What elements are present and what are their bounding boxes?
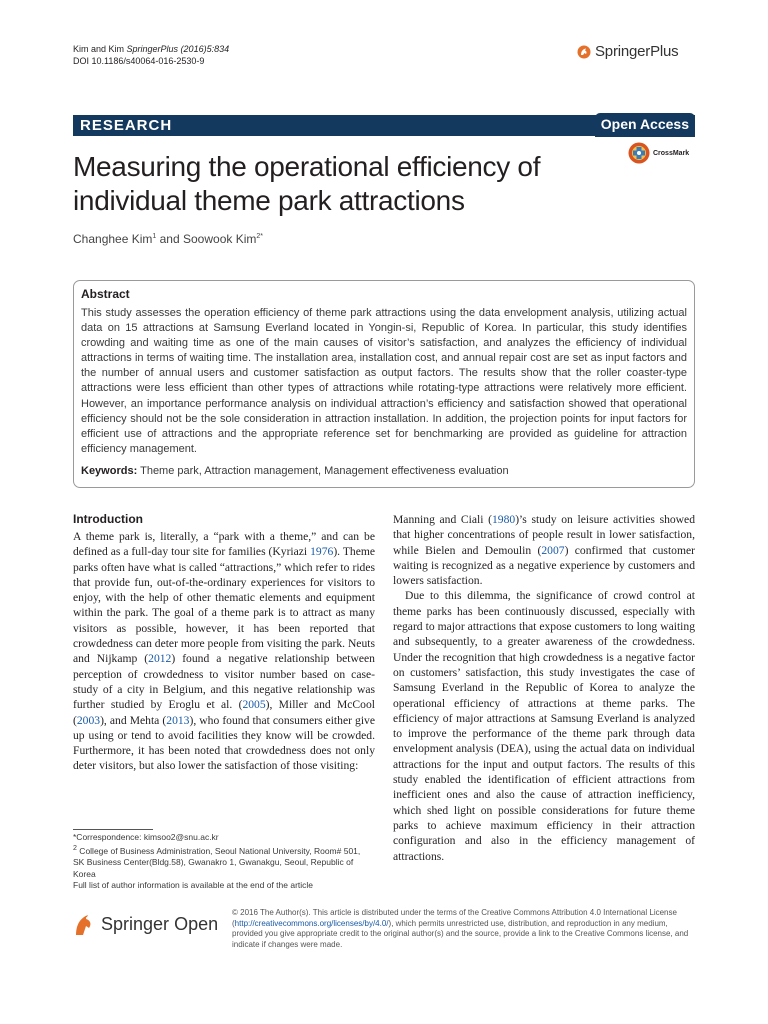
crossmark-badge[interactable] (628, 141, 689, 165)
springer-horse-icon (577, 45, 591, 59)
footnotes (73, 832, 373, 891)
springeropen-logo[interactable] (73, 911, 218, 937)
keywords-list: Theme park, Attraction management, Management effectiveness evaluation (137, 465, 509, 477)
citation-link[interactable]: 2005 (242, 698, 266, 712)
intro-text: ), Miller and McCool ( (73, 698, 375, 727)
open-access-badge: Open Access (595, 113, 695, 137)
intro-text: )’s study on leisure activities showed that higher concentrations of people result in lower satisfaction, while Bielen and Demoulin ( (393, 513, 695, 557)
springerplus-wordmark: SpringerPlus (595, 43, 679, 60)
citation-header (73, 43, 229, 67)
introduction-heading: Introduction (73, 512, 143, 526)
author-info-note: Full list of author information is available at the end of the article (73, 880, 314, 891)
citation-journal: SpringerPlus (2016)5:834 (126, 44, 230, 54)
affiliation (73, 843, 373, 880)
body-column-left (73, 529, 375, 774)
body-column-right (393, 512, 695, 864)
article-title: Measuring the operational efficiency of individual theme park attractions (73, 151, 541, 216)
intro-text: Manning and Ciali ( (393, 513, 492, 526)
citation-doi: DOI 10.1186/s40064-016-2530-9 (73, 56, 205, 66)
author-2[interactable]: Soowook Kim (183, 232, 257, 246)
citation-link[interactable]: 2003 (76, 713, 101, 727)
keywords-label: Keywords: (81, 465, 138, 477)
author-1-affiliation: 1 (152, 233, 157, 240)
citation-link[interactable]: 2013 (166, 713, 190, 727)
license-notice (232, 908, 694, 950)
wordmark-springer: Springer (101, 913, 170, 934)
author-1[interactable]: Changhee Kim (73, 232, 153, 246)
abstract-text: This study assesses the operation efficiency of theme park attractions using the data envelopment analysis, utilizing actual data on 15 attractions at Samsung Everland located in Yongin-si, Republic of Korea. In particular, this study identifies crowding and waiting time as one of the main causes of visitor’s satisfaction, and analyzes the efficiency of individual attractions in terms of waiting time. The installation area, installation cost, and annual repair cost are set as input factors and the number of annual users and customer satisfaction as output factors. The results show that the roller coaster-type attractions were less efficient than other types of attractions while rotating-type attractions were relatively more efficient. However, an importance performance analysis on individual attraction’s efficiency and satisfaction showed that operational efficiency should not be the sole consideration in attraction installation. In addition, the projection points for input factors for efficient use of attractions and the appropriate reference set for benchmarking are provided as guideline for attraction efficiency management. (81, 307, 687, 455)
crossmark-icon (628, 141, 650, 165)
footnote-divider (73, 829, 153, 830)
license-text: © 2016 The Author(s). This article is distributed under the terms of the Creative Commons Attribution 4.0 International License ( (232, 908, 677, 928)
springer-horse-icon (73, 911, 95, 937)
intro-text: A theme park is, literally, a “park with a theme,” and can be defined as a full-day tour site for families (Kyriazi (73, 530, 375, 559)
correspondence-email[interactable]: *Correspondence: kimsoo2@snu.ac.kr (73, 832, 219, 842)
affiliation-number: 2 (73, 844, 77, 853)
paragraph: Due to this dilemma, the significance of crowd control at theme parks has been continuously discussed, especially with regard to major attractions that expose customers to long waiting and subsequently, to a greater awareness of the crowdedness. Under the recognition that high crowdedness is a negative factor on customers’ satisfaction, this study investigates the case of Samsung Everland in the Republic of Korea to analyze the operational efficiency of attractions at theme parks. The efficiency of major attractions at Samsung Everland is analyzed to improve the performance of the theme park through data envelopment analysis (DEA), using the actual data on individual attractions for the input and output factors. The results of this study enabled the identification of efficient attractions from inefficient ones and also the cause of attraction inefficiency, which shed light on possible considerations for future theme parks to achieve maximum efficiency in their attraction configuration and also in the efficiency management of attractions. (393, 589, 695, 863)
keywords-line (81, 465, 509, 477)
author-2-affiliation: 2* (256, 233, 263, 240)
citation-link[interactable]: 1976 (310, 545, 334, 559)
intro-text: ) found a negative relationship between perception of crowdedness to visitor number based on case-study of a city in Belgium, and this negative relationship was further studied by Eroglu et al. ( (73, 652, 375, 712)
article-type-label: RESEARCH (80, 117, 173, 134)
author-list (73, 232, 263, 246)
intro-text: ), and Mehta ( (100, 713, 167, 727)
license-link[interactable]: http://creativecommons.org/licenses/by/4.0/ (234, 918, 389, 928)
intro-text: ), who found that consumers either give up using or tend to avoid facilities they know will be crowded. Furthermore, it has been noted that crowdedness does not only deter visitors, but also lower the satisfaction of those visiting: (73, 713, 375, 773)
wordmark-open: Open (174, 913, 219, 934)
license-text: ), which permits unrestricted use, distribution, and reproduction in any medium, provided you give appropriate credit to the original author(s) and the source, provide a link to the Creative Commons license, and indicate if changes were made. (232, 918, 689, 949)
citation-link[interactable]: 2007 (541, 543, 565, 557)
citation-link[interactable]: 1980 (492, 513, 516, 526)
citation-authors: Kim and Kim (73, 44, 127, 54)
citation-link[interactable]: 2012 (148, 652, 172, 666)
intro-text: ) confirmed that customer waiting is recognized as a negative experience by customers and lowers satisfaction. (393, 543, 695, 588)
intro-text: ). Theme parks often have what is called “attractions,” which refer to rides that provide fun, out-of-the-ordinary experiences for visitors to enjoy, with the help of other thematic elements and equipment within the park. The goal of a theme park is to attract as many visitors as possible, however, it has been reported that crowdedness can deter more people from visiting the park. Neuts and Nijkamp ( (73, 545, 376, 666)
abstract-heading: Abstract (81, 287, 130, 301)
springeropen-wordmark (101, 914, 218, 935)
affiliation-text: College of Business Administration, Seoul National University, Room# 501, SK Business Center(Bldg.58), Gwanakro 1, Gwanakgu, Seoul, Republic of Korea (73, 846, 361, 879)
paragraph (393, 512, 695, 588)
author-separator: and (156, 232, 183, 246)
crossmark-label: CrossMark (653, 149, 690, 157)
springerplus-logo[interactable] (577, 43, 678, 60)
